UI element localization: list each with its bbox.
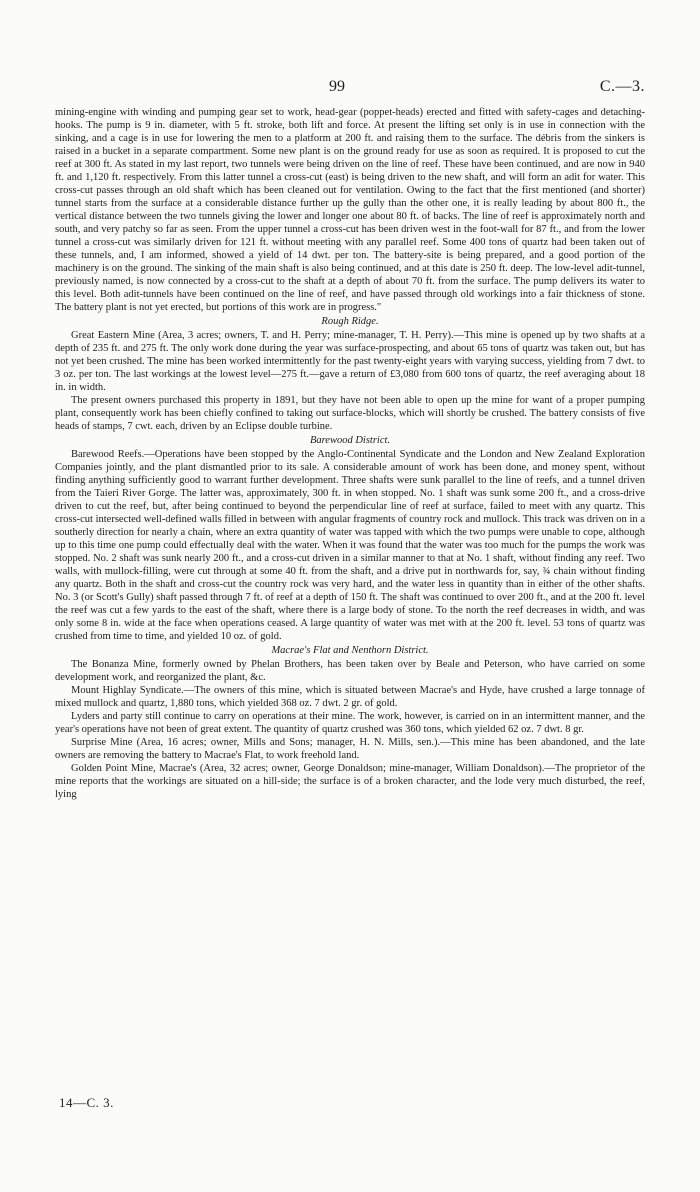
paragraph: Mount Highlay Syndicate.—The owners of this mine, which is situated between Macrae's and Hyde, have crushed a large tonnage of mixed mullock and quartz, 1,880 tons, which yielded 368 oz. 7 dwt. 2 gr. of gold.	[55, 685, 645, 709]
page-header	[55, 78, 645, 98]
body-text	[55, 106, 645, 801]
page-number: 99	[329, 78, 345, 95]
paragraph: mining-engine with winding and pumping gear set to work, head-gear (poppet-heads) erected and fitted with safety-cages and detaching-hooks. The pump is 9 in. diameter, with 5 ft. stroke, both lift and force. At present the lifting set only is in use in connection with the sinking, and a cage is in use for lowering the men to a platform at 200 ft. and raising them to the surface. The débris from the sinkers is raised in a bucket in a separate compartment. Some new plant is on the ground ready for use as soon as required. It is proposed to cut the reef at 300 ft. As stated in my last report, two tunnels were being driven on the line of reef. These have been continued, and are now in 940 ft. and 1,120 ft. respectively. From this latter tunnel a cross-cut (east) is being driven to the new shaft, and will form an adit for water. This cross-cut passes through an old shaft which has been cleaned out for ventilation. Owing to the fact that the first mentioned (and shorter) tunnel starts from the surface at a considerable distance further up the gully than the other one, it is really leading by about 800 ft., the vertical distance between the two tunnels giving the lower and longer one about 80 ft. of backs. The line of reef is approximately north and south, and very patchy so far as seen. From the upper tunnel a cross-cut has been driven west in the foot-wall for 87 ft., and from the lower tunnel a cross-cut was similarly driven for 121 ft. without meeting with any parallel reef. Some 400 tons of quartz had been taken out of these tunnels, and, I am informed, showed a yield of 14 dwt. per ton. The battery-site is being prepared, and a good portion of the machinery is on the ground. The sinking of the main shaft is also being continued, and at this date is 250 ft. deep. The low-level adit-tunnel, previously named, is now connected by a cross-cut to the shaft at a depth of about 70 ft. from the surface. The pump delivers its water to this level. Both adit-tunnels have been continued on the line of reef, and have passed through old workings into a fair thickness of stone. The battery plant is not yet erected, but portions of this work are in progress."	[55, 107, 645, 313]
paragraph: Lyders and party still continue to carry on operations at their mine. The work, however, is carried on in an intermittent manner, and the year's operations have not been of great extent. The quantity of quartz crushed was 360 tons, which yielded 62 oz. 7 dwt. 8 gr.	[55, 711, 645, 735]
paragraph: The present owners purchased this property in 1891, but they have not been able to open up the mine for want of a proper pumping plant, consequently work has been chiefly confined to taking out surface-blocks, which will shortly be crushed. The battery consists of five heads of stamps, 7 cwt. each, driven by an Eclipse double turbine.	[55, 395, 645, 432]
document-reference: C.—3.	[599, 78, 645, 95]
paragraph: The Bonanza Mine, formerly owned by Phelan Brothers, has been taken over by Beale and Peterson, who have carried on some development work, and reorganized the plant, &c.	[55, 659, 645, 683]
paragraph: Barewood Reefs.—Operations have been stopped by the Anglo-Continental Syndicate and the London and New Zealand Exploration Companies jointly, and the plant dismantled prior to its sale. A considerable amount of work has been done, and money spent, without finding anything sufficiently good to warrant further development. Three shafts were sunk parallel to the line of reefs, and a tunnel driven from the Taieri River Gorge. The latter was, approximately, 300 ft. in when stopped. No. 1 shaft was sunk some 200 ft., and a cross-drive driven to cut the reef, but, after being continued to beyond the perpendicular line of reef at surface, failed to meet with any quartz. This cross-cut intersected well-defined walls filled in between with angular fragments of country rock and mullock. This track was driven on in a southerly direction for nearly a chain, where an extra quantity of water was tapped with which the two pumps were unable to cope, although up to this time one pump could effectually deal with the water. When it was found that the water was too much for the pumps the work was stopped. No. 2 shaft was sunk nearly 200 ft., and a cross-cut driven in a similar manner to that at No. 1 shaft, without finding any reef. Two walls, with mullock-filling, were cut through at some 40 ft. from the shaft, and a drive put in northwards for, say, ¾ chain without finding any quartz. Both in the shaft and cross-cut the country rock was very hard, and the water less in quantity than in either of the other shafts. No. 3 (or Scott's Gully) shaft passed through 7 ft. of reef at a depth of 150 ft. The shaft was continued to over 200 ft., and at the 200 ft. level the reef was cut a few yards to the east of the shaft, where there is a large body of stone. To the north the reef decreases in width, and was only some 8 in. wide at the face when operations ceased. A large quantity of water was met with at the 200 ft. level. 53 tons of quartz was crushed from time to time, and yielded 10 oz. of gold.	[55, 449, 645, 642]
section-heading: Macrae's Flat and Nenthorn District.	[271, 645, 429, 656]
section-heading: Rough Ridge.	[321, 316, 379, 327]
paragraph: Great Eastern Mine (Area, 3 acres; owners, T. and H. Perry; mine-manager, T. H. Perry).—This mine is opened up by two shafts at a depth of 235 ft. and 275 ft. The only work done during the year was surface-prospecting, and about 65 tons of quartz was taken out, but has not yet been crushed. The mine has been worked intermittently for the past twenty-eight years with varying success, yielding from 7 dwt. to 3 oz. per ton. The last workings at the lowest level—275 ft.—gave a return of £3,080 from 600 tons of quartz, the reef averaging about 18 in. in width.	[55, 330, 645, 393]
signature-mark: 14—C. 3.	[59, 1095, 114, 1110]
section-heading: Barewood District.	[309, 435, 391, 446]
paragraph: Surprise Mine (Area, 16 acres; owner, Mills and Sons; manager, H. N. Mills, sen.).—This mine has been abandoned, and the late owners are removing the battery to Macrae's Flat, to work freehold land.	[55, 737, 645, 761]
paragraph: Golden Point Mine, Macrae's (Area, 32 acres; owner, George Donaldson; mine-manager, William Donaldson).—The proprietor of the mine reports that the workings are situated on a hill-side; the surface is of a broken character, and the lode very much disturbed, the reef, lying	[55, 763, 645, 800]
